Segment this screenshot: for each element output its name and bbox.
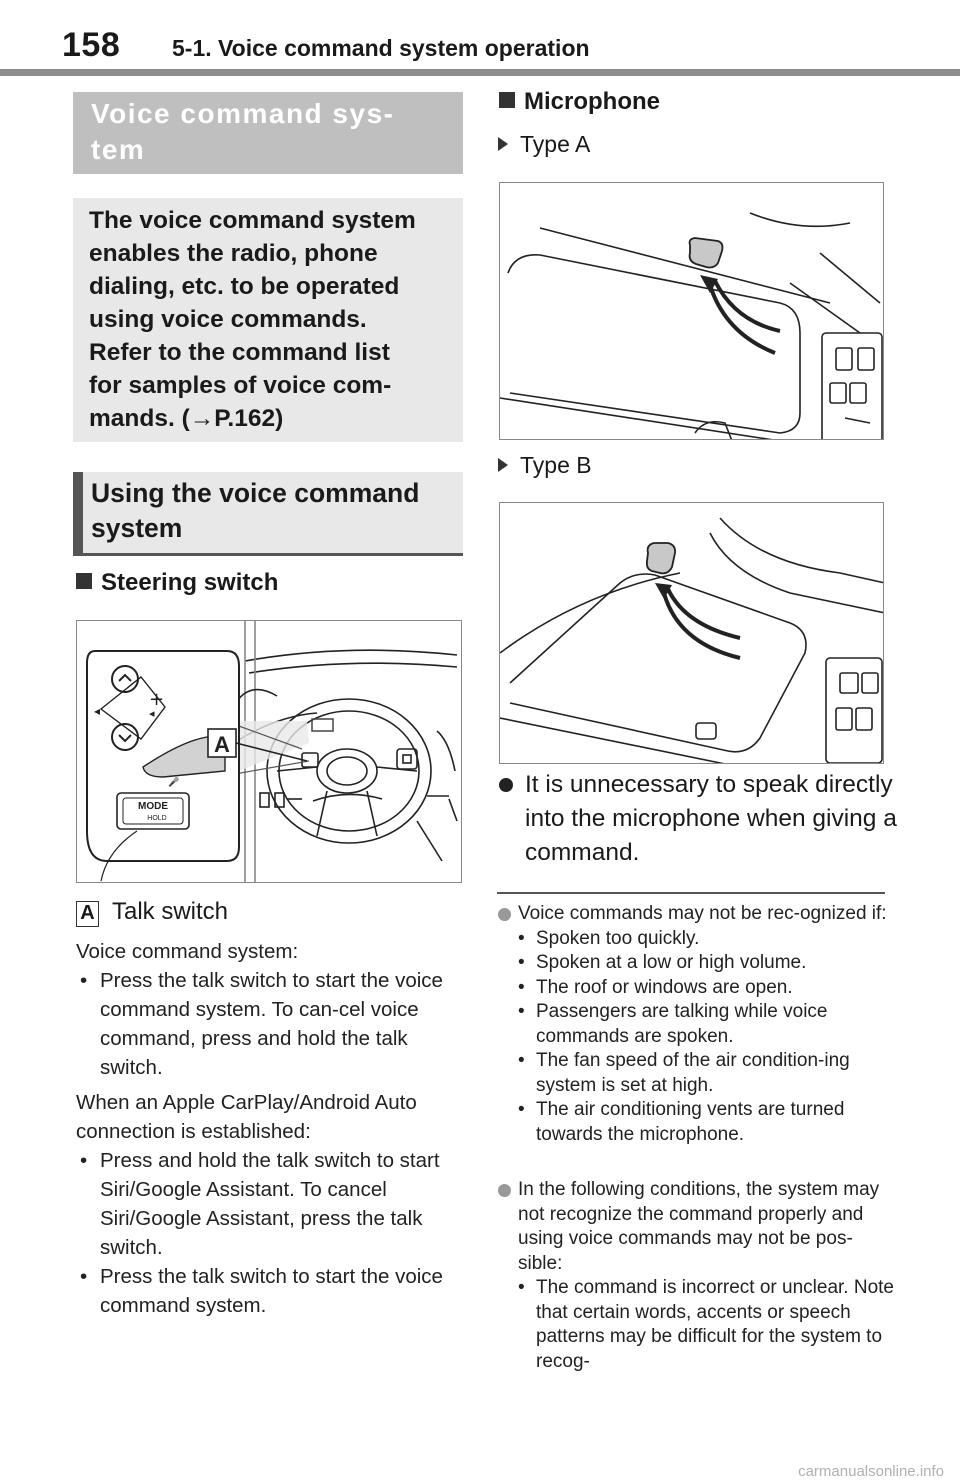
callout-a-label: A [214,732,230,757]
svg-text:◂: ◂ [149,707,155,720]
intro-line-reference[interactable]: mands. (→P.162) [89,405,284,432]
heading-line: tem [91,134,146,165]
list-item: • The roof or windows are open. [518,976,897,1001]
steering-wheel-illustration [77,621,462,883]
microphone-heading-text: Microphone [524,88,660,115]
microphone-big-note [497,768,897,870]
steering-switch-heading-text: Steering switch [101,569,279,596]
list-item: • The fan speed of the air condition-ing system is set at high. [518,1049,897,1098]
vcs-bullets [76,966,456,1082]
square-bullet-icon [76,573,92,589]
triangle-bullet-icon [498,137,508,151]
list-item: • Spoken too quickly. [518,927,897,952]
list-item: • Press the talk switch to start the voice command system. [76,1262,462,1320]
square-bullet-icon [499,92,515,108]
heading-line: Voice command sys- [91,98,395,129]
gray-round-bullet-icon [498,1184,511,1197]
intro-line: enables the radio, phone [89,240,378,267]
conditions-note-intro: In the following conditions, the system may not recognize the command properly and using voice commands may not be pos-sible: [518,1179,880,1274]
intro-line: Refer to the command list [89,339,390,366]
intro-box [73,198,463,442]
type-a-text: Type A [520,131,591,157]
steering-switch-figure [76,620,462,883]
svg-text:🎤: 🎤 [168,778,180,788]
steering-switch-heading [76,569,278,597]
mode-label: MODE [138,801,168,812]
talk-switch-label: Talk switch [112,898,229,925]
microphone-big-note-text: It is unnecessary to speak directly into the microphone when giving a command. [525,771,897,866]
recognition-note-bullets [497,927,897,1148]
carplay-instructions [76,1088,462,1320]
type-a-label [498,131,590,158]
heading-line: Using the voice command [91,478,420,508]
gray-round-bullet-icon [498,908,511,921]
overhead-console-a-illustration [500,183,884,440]
list-item: • Spoken at a low or high volume. [518,951,897,976]
svg-text:+: + [149,689,165,710]
label-a-box: A [76,901,99,927]
recognition-note [497,902,897,1147]
hold-label: HOLD [147,815,167,822]
list-item: • The command is incorrect or unclear. Note that certain words, accents or speech patterns may be difficult for the system to recog- [518,1276,897,1374]
carplay-intro: When an Apple CarPlay/Android Auto connection is established: [76,1091,417,1143]
conditions-note [497,1178,897,1374]
watermark: carmanualsonline.info [798,1463,944,1480]
carplay-bullets [76,1146,462,1320]
header-rule [0,69,960,76]
section-divider [497,892,885,894]
vcs-intro: Voice command system: [76,940,299,963]
intro-line: using voice commands. [89,306,367,333]
voice-command-instructions [76,937,456,1082]
conditions-note-bullets [497,1276,897,1374]
list-item: • The air conditioning vents are turned towards the microphone. [518,1098,897,1147]
microphone-type-b-figure [499,502,884,764]
overhead-console-b-illustration [500,503,884,764]
heading-voice-command-system [73,92,463,174]
section-title: 5-1. Voice command system operation [172,35,590,61]
microphone-heading [499,88,660,116]
round-bullet-icon [499,778,513,792]
heading-using-voice-command [73,472,463,556]
type-b-text: Type B [520,452,592,478]
heading-line: system [91,513,183,543]
intro-line: dialing, etc. to be operated [89,273,400,300]
list-item: • Passengers are talking while voice commands are spoken. [518,1000,897,1049]
list-item: • Press the talk switch to start the voice command system. To can-cel voice command, press and hold the talk switch. [76,966,456,1082]
intro-line: for samples of voice com- [89,372,392,399]
type-b-label [498,452,592,479]
recognition-note-intro: Voice commands may not be rec-ognized if: [518,903,887,924]
triangle-bullet-icon [498,458,508,472]
svg-text:◂: ◂ [94,704,101,718]
microphone-type-a-figure [499,182,884,440]
list-item: • Press and hold the talk switch to start Siri/Google Assistant. To cancel Siri/Google Assistant, press the talk switch. [76,1146,462,1262]
page-number: 158 [62,26,121,64]
intro-line: The voice command system [89,207,416,234]
